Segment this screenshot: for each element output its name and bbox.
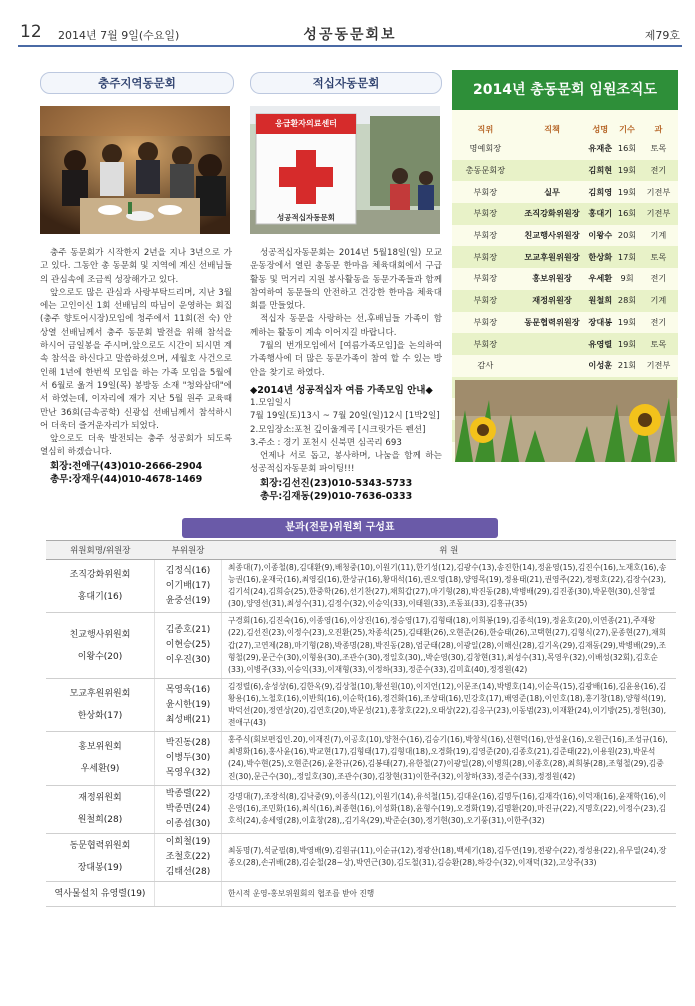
- org-class: 21회: [617, 360, 637, 371]
- org-class: 20회: [617, 230, 637, 241]
- committee-name: 홍보위원회: [78, 742, 122, 753]
- sunflower-image: [455, 380, 677, 462]
- org-name: 김희영: [588, 186, 613, 197]
- notice-line: 7월 19일(토)13시 ~ 7월 20일(일)12시 [1박2일]: [250, 411, 440, 422]
- committee-name-cell: [46, 785, 155, 833]
- org-dept: 토목: [650, 143, 667, 154]
- committee-name-cell: [46, 678, 155, 731]
- committee-name-cell: [46, 613, 155, 678]
- notice-title: ◆2014년 성공적십자 여름 가족모임 안내◆: [250, 384, 433, 396]
- paper-title: 성공동문회보: [303, 27, 397, 43]
- issue-number: 제79호: [644, 29, 680, 42]
- org-class: 19회: [615, 160, 639, 182]
- committee-row: [46, 881, 676, 906]
- header-rule: [18, 45, 682, 47]
- org-role: 조직강화위원장: [519, 203, 586, 225]
- org-dept: 기전부: [639, 203, 678, 225]
- org-name: 원철희: [585, 290, 615, 312]
- org-row: [452, 225, 678, 247]
- vice-chair-cell: [155, 732, 222, 785]
- committee-name: 친교행사위원회: [69, 629, 131, 640]
- org-class: 19회: [617, 186, 637, 197]
- org-header: 성명: [592, 123, 609, 134]
- notice-line: 2.모임장소:포천 깊이울계곡 [시크릿가든 펜션]: [250, 424, 426, 435]
- org-class: 16회: [617, 143, 637, 154]
- org-class: 28회: [615, 290, 639, 312]
- notice-line: 3.주소 : 경기 포천시 신북면 심곡리 693: [250, 437, 402, 448]
- org-header: 기수: [619, 123, 635, 134]
- vice-chair: 목영욱(16): [165, 684, 211, 695]
- vice-chair: 최성배(21): [165, 714, 211, 725]
- vice-chair: 이병두(30): [165, 752, 211, 763]
- committee-body: [46, 560, 676, 907]
- committee-chair: 원철희(28): [77, 815, 123, 826]
- org-dept: 토목: [639, 333, 678, 355]
- org-dept: 기전부: [646, 186, 671, 197]
- committee-name: 모교후원위원회: [69, 689, 131, 700]
- org-row: [452, 246, 678, 268]
- jeoksim-contact: 총무:김재동(29)010-7636-0333: [260, 490, 413, 502]
- vice-chair: 이현승(25): [165, 640, 211, 651]
- org-name: 이성훈: [588, 360, 613, 371]
- org-class: 17회: [615, 246, 639, 268]
- committee-chair: 이왕수(20): [77, 651, 123, 662]
- org-dept: 기계: [650, 230, 667, 241]
- org-role: [519, 355, 586, 377]
- jeoksim-contact: 회장:김선진(23)010-5343-5733: [260, 477, 413, 489]
- committee-row: [46, 560, 676, 613]
- org-position: 총동문회장: [452, 160, 519, 182]
- org-position: 부회장: [473, 316, 498, 327]
- org-row: [452, 181, 678, 203]
- org-dept: 전기: [639, 160, 678, 182]
- committee-row: [46, 833, 676, 881]
- org-dept: 기전부: [646, 360, 671, 371]
- committee-name-cell: [46, 881, 155, 906]
- org-row: [452, 333, 678, 355]
- committee-members: 강명대(7),조장석(8),김낙중(9),이종식(12),이원기(14),유석철(15),김대운(16),김명두(16),김재각(16),이덕재(16),윤재학(16),이은영(16),조민화(16),최식(16),최종현(16),이성화(18),윤형수(19),오경화(19),김명환(20),마진규(22),지명호(22),이정수(23),김호석(24),송세영(28),이효창(28),,김기옥(29),박준순(30),정기현(30),오기풍(31),이한주(32): [222, 785, 677, 833]
- org-class: 19회: [615, 333, 639, 355]
- page-date: 2014년 7월 9일(수요일): [58, 29, 180, 42]
- org-name: 유영렬: [585, 333, 615, 355]
- committee-name-cell: [46, 732, 155, 785]
- vice-chair: 조철호(22): [165, 851, 211, 862]
- org-name: 한상화: [585, 246, 615, 268]
- committee-members: 홍주식(회보편집인.20),이재진(7),이공호(10),양천수(16),김승기(16),박창식(16),신현덕(16),안성윤(16),오원근(16),조성규(16),최병화(16),홍사윤(16),박교현(17),김형태(17),김형대(18),오경화(19),김영준(20),김종호(21),김준태(22),이용원(23),박문석(24),박수현(25),오현준(26),윤찬규(26),김봉태(27),유한철(27)이광일(28),이병희(28),이종호(28),최희봉(28),조형철(29),김중진(30),문근수(30),,정일호(30),조관수(30),김창현(31)이한주(32),이창하(33),정준수(33),정정원(42): [222, 732, 677, 785]
- jeoksim-photo: [250, 106, 440, 234]
- committee-header: 위 원: [222, 541, 677, 560]
- jeoksim-heading: 적십자동문회: [250, 72, 442, 94]
- org-name: 홍대기: [585, 203, 615, 225]
- committee-row: [46, 785, 676, 833]
- page-number: 12: [20, 22, 42, 42]
- org-row: [452, 312, 678, 334]
- chungju-photo: [40, 106, 230, 234]
- org-role: 재정위원장: [519, 290, 586, 312]
- org-position: 부회장: [452, 246, 519, 268]
- vice-chair: 이희철(19): [165, 836, 211, 847]
- vice-chair: 이기배(17): [165, 580, 211, 591]
- chungju-paragraph: 충주 동문회가 시작한지 2년을 지나 3년으로 가고 있다. 그동안 총 동문회 및 지역에 계신 선배님들의 관심속에 조금씩 성장해가고 있다.: [40, 248, 232, 285]
- org-dept: 토목: [639, 246, 678, 268]
- committee-members: 한시적 운영-홍보위원회의 협조를 받아 진행: [222, 881, 677, 906]
- committee-table: [46, 540, 676, 907]
- org-header: 직책: [544, 123, 560, 134]
- org-name: 김희현: [585, 160, 615, 182]
- org-position: 명예회장: [469, 143, 502, 154]
- committee-name: 조직강화위원회: [69, 570, 131, 581]
- committee-name: 역사물설치 유영렬(19): [54, 888, 146, 899]
- org-position: 부회장: [452, 290, 519, 312]
- org-role: 동문협력위원장: [524, 316, 580, 327]
- chungju-article: [40, 247, 232, 486]
- notice-line: 언제나 서로 돕고, 봉사하며, 나눔을 함께 하는 성공적십자동문회 파이팅!!!: [250, 451, 442, 475]
- org-role: [519, 333, 586, 355]
- vice-chair: 박종면(24): [165, 803, 211, 814]
- vice-chair: 박진동(28): [165, 737, 211, 748]
- org-header: 과: [654, 123, 663, 134]
- org-position: 부회장: [452, 333, 519, 355]
- committee-name: 동문협력위원회: [69, 841, 131, 852]
- chungju-heading: 충주지역동문회: [40, 72, 234, 94]
- org-dept: 전기: [650, 273, 667, 284]
- committee-chair: 한상화(17): [77, 711, 123, 722]
- org-position: 감사: [477, 360, 494, 371]
- jeoksim-paragraph: 적십자 동문을 사랑하는 선,후배님들 가족이 함께하는 활동이 계속 이어지길 바랍니다.: [250, 314, 442, 338]
- committee-name: 재정위원회: [78, 793, 122, 804]
- vice-chair-cell: [155, 613, 222, 678]
- org-dept: 기계: [639, 290, 678, 312]
- committee-members: 김정렬(6),송성상(6),김한옥(9),김상철(10),황선원(10),이지언(12),이문조(14),박병호(14),이순목(15),김광배(16),김윤용(16),김황용(16),노철호(16),이반희(16),이순학(16),정건화(16),조상태(16),민강호(17),배영준(18),이인호(18),홍기창(18),양형석(19),박덕선(20),정연상(20),김연호(20),박문성(21),홍창호(22),오태상(22),김응구(23),이동범(23),이재환(24),이기방(25),정헌(30),전애구(43): [222, 678, 677, 731]
- sign-text: 응급환자의료센터: [275, 119, 337, 128]
- committee-header: 위원회명/위원장: [46, 541, 155, 560]
- committee-row: [46, 613, 676, 678]
- org-class: 9회: [620, 273, 634, 284]
- committee-row: [46, 732, 676, 785]
- vice-chair-cell: [155, 833, 222, 881]
- committee-members: 구경회(16),김진숙(16),이종영(16),이상진(16),정승영(17),김형태(18),이희봉(19),김종석(19),정윤호(20),이연종(21),주재왕(22),김선진(23),이정수(23),오진환(25),차종석(25),김태환(26),오현준(26),한승태(26),고택현(27),김형식(27),문종현(27),채희갑(27),고연제(28),마기형(28),박종명(28),박진동(28),엄군태(28),이광일(28),이해신(28),김기옥(29),김재동(29),박병배(29),조형철(29),문근수(30),이형용(30),조관수(30),정일호(30),,박순영(30),김창현(31),최성수(31),목영우(32),이배성(32회),김호순(33),이병주(33),이승익(33),이재형(33),이정하(33),정준수(33),김미효(40),정정원(42): [222, 613, 677, 678]
- vice-chair: 윤시한(19): [165, 699, 211, 710]
- vice-chair: 목영우(32): [165, 767, 211, 778]
- committee-chair: 장대봉(19): [77, 863, 123, 874]
- vice-chair-cell: [155, 678, 222, 731]
- notice-line: 1.모임일시: [250, 397, 292, 408]
- org-role: 모교후원위원장: [519, 246, 586, 268]
- vice-chair: 박종렬(22): [165, 788, 211, 799]
- sign-text: 성공적십자동문회: [277, 213, 335, 222]
- org-role: 친교행사위원장: [524, 230, 580, 241]
- vice-chair: 김태선(28): [165, 866, 211, 877]
- org-class: 16회: [615, 203, 639, 225]
- jeoksim-paragraph: 7월의 번개모임에서 [여름가족모임]을 논의하여 가족행사에 더 많은 동문가족이 참여 할 수 있는 방안을 찾기로 하였다.: [250, 341, 442, 378]
- org-row: [452, 355, 678, 377]
- chungju-contact: 총무:장재우(44)010-4678-1469: [50, 473, 203, 485]
- vice-chair-cell: [155, 881, 222, 906]
- org-row: [452, 160, 678, 182]
- committee-name-cell: [46, 833, 155, 881]
- org-role: [519, 138, 586, 160]
- org-row: [452, 203, 678, 225]
- committee-row: [46, 678, 676, 731]
- committee-chair: 홍대기(16): [77, 592, 123, 603]
- org-position: 부회장: [473, 230, 498, 241]
- org-position: 부회장: [473, 273, 498, 284]
- org-position: 부회장: [452, 203, 519, 225]
- page-header: [20, 22, 680, 44]
- vice-chair: 이종섭(30): [165, 818, 211, 829]
- jeoksim-paragraph: 성공적십자동문회는 2014년 5월18일(일) 모교운동장에서 열린 총동문 한마음 체육대회에서 구급활동 및 먹거리 지원 봉사활동을 동문가족들과 함께 참여하여 동문들의 안전하고 건강한 한마음 체육대회를 만들었다.: [250, 248, 442, 312]
- org-role: [519, 160, 586, 182]
- committee-title: 분과(전문)위원회 구성표: [182, 518, 498, 538]
- committee-name-cell: [46, 560, 155, 613]
- org-row: [452, 290, 678, 312]
- org-header: 직위: [477, 123, 494, 134]
- committee-header: 부위원장: [155, 541, 222, 560]
- org-name: 우세환: [588, 273, 613, 284]
- vice-chair-cell: [155, 560, 222, 613]
- committee-members: 최종대(7),이종철(8),김대환(9),배청중(10),이원기(11),한기성(12),김광수(13),송진한(14),정윤영(15),김진수(16),노재호(16),송능권(16),윤재국(16),최영길(16),한상규(16),황대석(16),권오영(18),양영목(19),정용태(21),권영주(22),정평호(22),김장수(23),김기석(24),김희승(25),한중학(26),선기찬(27),채희갑(27),마기형(28),박진동(28),박병배(29),김진종(30),박문현(30),신창열(30),양영선(31),최성수(31),김정수(32),이승익(33),이태원(33),조동표(33),김흥규(35): [222, 560, 677, 613]
- chungju-contact: 회장:전애구(43)010-2666-2904: [50, 460, 203, 472]
- jeoksim-article: [250, 247, 442, 503]
- org-chart-title: 2014년 총동문회 임원조직도: [452, 70, 678, 110]
- vice-chair: 윤중선(19): [165, 595, 211, 606]
- vice-chair: 김정식(16): [165, 565, 211, 576]
- vice-chair: 이우진(30): [165, 655, 211, 666]
- vice-chair: 김종호(21): [165, 625, 211, 636]
- org-role: 홍보위원장: [532, 273, 572, 284]
- chungju-paragraph: 앞으로도 많은 관심과 사랑부탁드리며, 지난 3월에는 고인이신 1회 선배님의 따님이 운영하는 회집(충주 향토어시장)모임에 청주에서 11회(전 숙) 안상열 선배님께서 충주 동문회 발전을 위해 참석을 하시어 금일봉을 주시며,앞으로도 시간이 되시면 계속 참석을 하신다고 말씀하셨으며, 세월호 사건으로 인해 1년에 한번씩 모임을 하는 가족 모임을 5월에서 6월로 옮겨 19일(목) 봉방동 소재 "청와삼대"에서 하였는데, 이자리에 재가 지난 5월 원주 교육때 만난 36회(금속공학) 신광섭 선배님께서 참석하시어 더욱더 즐거운자리가 되었다.: [40, 287, 232, 431]
- org-class: 19회: [617, 316, 637, 327]
- org-name: 장대봉: [588, 316, 613, 327]
- org-role: 실무: [544, 186, 560, 197]
- committee-chair: 우세환(9): [80, 764, 120, 775]
- org-row: [452, 268, 678, 290]
- org-position: 부회장: [473, 186, 498, 197]
- committee-members: 최동명(7),석균필(8),박영배(9),김원규(11),이순규(12),정광산(18),백세기(18),김두연(19),전광수(22),정성용(22),유무열(24),장종오(28),손귀배(28),김순철(28~상),박연근(30),김도철(31),김승환(28),하강수(32),이재덕(32),고상주(33): [222, 833, 677, 881]
- org-dept: 전기: [650, 316, 667, 327]
- chungju-paragraph: 앞으로도 더욱 발전되는 충주 성공회가 되도록 열심히 하겠습니다.: [40, 434, 232, 458]
- org-name: 유재춘: [588, 143, 613, 154]
- org-row: [452, 138, 678, 160]
- vice-chair-cell: [155, 785, 222, 833]
- org-name: 이왕수: [588, 230, 613, 241]
